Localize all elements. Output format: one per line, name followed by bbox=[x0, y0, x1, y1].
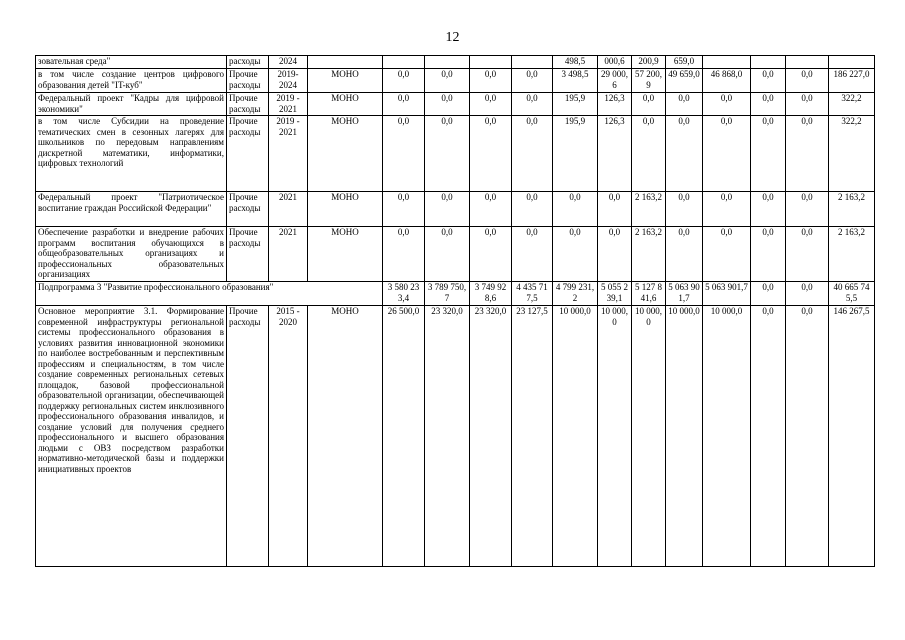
row-executor: МОНО bbox=[308, 192, 383, 227]
value-cell: 0,0 bbox=[383, 192, 425, 227]
value-cell: 0,0 bbox=[425, 69, 470, 93]
row-description: в том числе создание центров цифрового образования детей "IT-куб" bbox=[36, 69, 227, 93]
main-event-desc: Основное мероприятие 3.1. Формирование современной инфраструктуры региональной системы профессионального образования в условиях развития инновационной экономики по наиболее востребованным и перспективным профессиям и специальностям, в том числе создание современных региональных сетевых площадок, базовой профессиональной образовательной организации, обеспечивающей поддержку региональных систем инклюзивного профессионального образования инвалидов, и создание условий для получения среднего профессионального и высшего образования людьми с ОВЗ посредством разработки нормативно-методической базы и поддержки инициативных проектов bbox=[36, 306, 227, 567]
value-cell: 0,0 bbox=[383, 93, 425, 116]
value-cell: 0,0 bbox=[512, 69, 553, 93]
value-cell: 57 200,9 bbox=[632, 69, 666, 93]
value-cell: 4 435 717,5 bbox=[512, 282, 553, 306]
value-cell: 26 500,0 bbox=[383, 306, 425, 567]
table-row bbox=[36, 56, 875, 69]
value-cell: 5 127 841,6 bbox=[632, 282, 666, 306]
value-cell: 3 789 750,7 bbox=[425, 282, 470, 306]
row-expense-type: Прочие расходы bbox=[227, 192, 269, 227]
value-cell: 0,0 bbox=[703, 116, 751, 192]
subprogram-title: Подпрограмма 3 "Развитие профессионального образования" bbox=[36, 282, 383, 306]
value-cell: 0,0 bbox=[383, 69, 425, 93]
value-cell: 23 320,0 bbox=[425, 306, 470, 567]
value-cell: 0,0 bbox=[751, 306, 786, 567]
value-cell: 0,0 bbox=[751, 116, 786, 192]
value-cell: 23 127,5 bbox=[512, 306, 553, 567]
value-cell: 0,0 bbox=[598, 227, 632, 282]
value-cell: 0,0 bbox=[512, 192, 553, 227]
value-cell: 0,0 bbox=[383, 227, 425, 282]
value-cell: 200,9 bbox=[632, 56, 666, 69]
row-period: 2019 - 2021 bbox=[269, 93, 308, 116]
value-cell: 0,0 bbox=[425, 93, 470, 116]
value-cell: 0,0 bbox=[553, 192, 598, 227]
row-description: Федеральный проект "Кадры для цифровой экономики" bbox=[36, 93, 227, 116]
row-description: Федеральный проект "Патриотическое воспитание граждан Российской Федерации" bbox=[36, 192, 227, 227]
value-cell bbox=[425, 56, 470, 69]
value-cell: 186 227,0 bbox=[829, 69, 875, 93]
value-cell: 23 320,0 bbox=[470, 306, 512, 567]
row-expense-type: расходы bbox=[227, 56, 269, 69]
value-cell: 10 000,0 bbox=[666, 306, 703, 567]
value-cell: 0,0 bbox=[703, 192, 751, 227]
value-cell: 3 580 233,4 bbox=[383, 282, 425, 306]
value-cell: 2 163,2 bbox=[632, 227, 666, 282]
main-event-type: Прочие расходы bbox=[227, 306, 269, 567]
row-expense-type: Прочие расходы bbox=[227, 116, 269, 192]
value-cell bbox=[512, 56, 553, 69]
value-cell: 10 000,0 bbox=[553, 306, 598, 567]
value-cell bbox=[703, 56, 751, 69]
row-expense-type: Прочие расходы bbox=[227, 93, 269, 116]
value-cell: 146 267,5 bbox=[829, 306, 875, 567]
value-cell: 0,0 bbox=[470, 227, 512, 282]
row-period: 2024 bbox=[269, 56, 308, 69]
value-cell: 5 063 901,7 bbox=[666, 282, 703, 306]
row-executor: МОНО bbox=[308, 69, 383, 93]
value-cell: 000,6 bbox=[598, 56, 632, 69]
table-row bbox=[36, 69, 875, 93]
row-period: 2021 bbox=[269, 227, 308, 282]
value-cell: 0,0 bbox=[470, 69, 512, 93]
row-period: 2019 - 2021 bbox=[269, 116, 308, 192]
value-cell: 0,0 bbox=[786, 93, 829, 116]
value-cell: 2 163,2 bbox=[829, 227, 875, 282]
row-expense-type: Прочие расходы bbox=[227, 227, 269, 282]
row-executor bbox=[308, 56, 383, 69]
value-cell bbox=[470, 56, 512, 69]
value-cell: 0,0 bbox=[553, 227, 598, 282]
row-executor: МОНО bbox=[308, 116, 383, 192]
value-cell: 4 799 231,2 bbox=[553, 282, 598, 306]
page-number: 12 bbox=[445, 30, 460, 45]
row-expense-type: Прочие расходы bbox=[227, 69, 269, 93]
value-cell: 195,9 bbox=[553, 116, 598, 192]
value-cell: 0,0 bbox=[786, 192, 829, 227]
value-cell: 0,0 bbox=[786, 306, 829, 567]
value-cell: 0,0 bbox=[512, 227, 553, 282]
value-cell: 0,0 bbox=[425, 192, 470, 227]
main-event-period: 2015 - 2020 bbox=[269, 306, 308, 567]
value-cell: 0,0 bbox=[751, 69, 786, 93]
value-cell: 46 868,0 bbox=[703, 69, 751, 93]
value-cell: 0,0 bbox=[751, 282, 786, 306]
value-cell: 10 000,0 bbox=[703, 306, 751, 567]
value-cell: 0,0 bbox=[786, 227, 829, 282]
value-cell: 0,0 bbox=[666, 116, 703, 192]
main-event-row bbox=[36, 306, 875, 567]
value-cell: 0,0 bbox=[751, 227, 786, 282]
value-cell: 322,2 bbox=[829, 116, 875, 192]
row-executor: МОНО bbox=[308, 93, 383, 116]
value-cell: 40 665 745,5 bbox=[829, 282, 875, 306]
value-cell: 195,9 bbox=[553, 93, 598, 116]
value-cell: 0,0 bbox=[703, 93, 751, 116]
value-cell: 0,0 bbox=[512, 116, 553, 192]
value-cell: 10 000,0 bbox=[632, 306, 666, 567]
value-cell: 0,0 bbox=[666, 93, 703, 116]
value-cell: 0,0 bbox=[425, 227, 470, 282]
value-cell: 0,0 bbox=[751, 93, 786, 116]
value-cell: 49 659,0 bbox=[666, 69, 703, 93]
value-cell: 126,3 bbox=[598, 93, 632, 116]
value-cell: 0,0 bbox=[470, 116, 512, 192]
value-cell: 0,0 bbox=[751, 192, 786, 227]
row-description: зовательная среда" bbox=[36, 56, 227, 69]
value-cell: 0,0 bbox=[786, 116, 829, 192]
value-cell bbox=[751, 56, 786, 69]
subprogram-row bbox=[36, 282, 875, 306]
row-description: в том числе Субсидии на проведение тематических смен в сезонных лагерях для школьников по передовым направлениям дискретной математики, информатики, цифровых технологий bbox=[36, 116, 227, 192]
value-cell: 5 055 239,1 bbox=[598, 282, 632, 306]
value-cell: 498,5 bbox=[553, 56, 598, 69]
budget-table bbox=[35, 55, 875, 567]
value-cell: 322,2 bbox=[829, 93, 875, 116]
value-cell: 0,0 bbox=[470, 93, 512, 116]
value-cell: 0,0 bbox=[786, 282, 829, 306]
value-cell: 29 000,6 bbox=[598, 69, 632, 93]
value-cell: 2 163,2 bbox=[829, 192, 875, 227]
value-cell: 0,0 bbox=[383, 116, 425, 192]
value-cell: 0,0 bbox=[786, 69, 829, 93]
value-cell: 5 063 901,7 bbox=[703, 282, 751, 306]
value-cell: 10 000,0 bbox=[598, 306, 632, 567]
value-cell: 0,0 bbox=[703, 227, 751, 282]
table-row bbox=[36, 93, 875, 116]
value-cell: 3 749 928,6 bbox=[470, 282, 512, 306]
value-cell bbox=[786, 56, 829, 69]
value-cell: 0,0 bbox=[666, 227, 703, 282]
value-cell: 0,0 bbox=[470, 192, 512, 227]
table-row bbox=[36, 192, 875, 227]
row-executor: МОНО bbox=[308, 227, 383, 282]
value-cell: 0,0 bbox=[512, 93, 553, 116]
value-cell bbox=[383, 56, 425, 69]
row-description: Обеспечение разработки и внедрение рабочих программ воспитания обучающихся в общеобразовательных организациях и профессиональных образовательных организациях bbox=[36, 227, 227, 282]
table-row bbox=[36, 227, 875, 282]
main-event-exec: МОНО bbox=[308, 306, 383, 567]
table-row bbox=[36, 116, 875, 192]
row-period: 2019-2024 bbox=[269, 69, 308, 93]
value-cell: 0,0 bbox=[598, 192, 632, 227]
value-cell: 0,0 bbox=[425, 116, 470, 192]
value-cell: 3 498,5 bbox=[553, 69, 598, 93]
value-cell bbox=[829, 56, 875, 69]
value-cell: 2 163,2 bbox=[632, 192, 666, 227]
value-cell: 0,0 bbox=[666, 192, 703, 227]
row-period: 2021 bbox=[269, 192, 308, 227]
value-cell: 0,0 bbox=[632, 93, 666, 116]
value-cell: 659,0 bbox=[666, 56, 703, 69]
value-cell: 126,3 bbox=[598, 116, 632, 192]
value-cell: 0,0 bbox=[632, 116, 666, 192]
